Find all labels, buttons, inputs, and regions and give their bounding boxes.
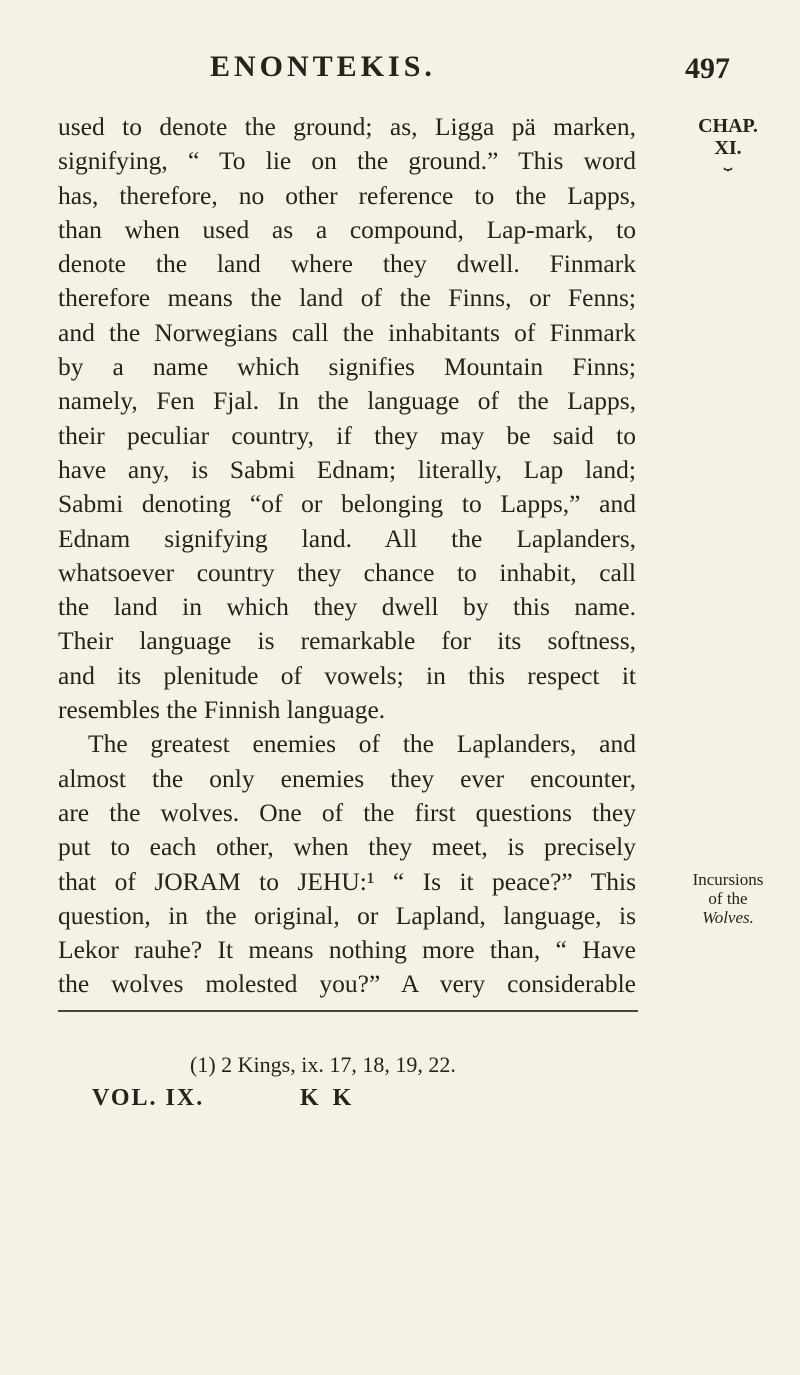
text-line: therefore means the land of the Finns, or Fenns;	[58, 283, 636, 313]
marginal-note-line: Wolves.	[702, 908, 754, 927]
text-line: whatsoever country they chance to inhabit, call	[58, 557, 636, 587]
text-line: namely, Fen Fjal. In the language of the Lapps,	[58, 386, 636, 416]
text-line: are the wolves. One of the first questions they	[58, 797, 636, 827]
text-line: have any, is Sabmi Ednam; literally, Lap land;	[58, 454, 636, 484]
text-line: the land in which they dwell by this name.	[58, 592, 636, 622]
footnote: (1) 2 Kings, ix. 17, 18, 19, 22.	[190, 1052, 456, 1077]
page-number: 497	[685, 52, 730, 85]
text-line: Their language is remarkable for its softness,	[58, 626, 636, 656]
chapter-number: XI.	[714, 137, 742, 159]
text-line: the wolves molested you?” A very considerable	[58, 969, 636, 999]
text-line: that of JORAM to JEHU:¹ “ Is it peace?” This	[58, 866, 636, 896]
brace-ornament: ⏟	[723, 156, 733, 171]
running-header	[210, 50, 730, 94]
text-line: by a name which signifies Mountain Finns;	[58, 352, 636, 382]
marginal-note-line: Incursions	[692, 870, 764, 889]
text-line: Sabmi denoting “of or belonging to Lapps,” and	[58, 489, 636, 519]
volume-signature: VOL. IX.	[92, 1085, 205, 1111]
text-line: resembles the Finnish language.	[58, 695, 386, 725]
chapter-label: CHAP.	[698, 115, 758, 137]
text-line: put to each other, when they meet, is precisely	[58, 832, 636, 862]
text-line: Lekor rauhe? It means nothing more than, “ Have	[58, 935, 636, 965]
text-line: signifying, “ To lie on the ground.” This word	[58, 146, 636, 176]
text-line: almost the only enemies they ever encounter,	[58, 763, 636, 793]
marginal-note-line: of the	[708, 889, 748, 908]
footnote-rule	[58, 1010, 638, 1012]
text-line: denote the land where they dwell. Finmark	[58, 249, 636, 279]
text-line: Ednam signifying land. All the Laplanders,	[58, 523, 636, 553]
text-line: than when used as a compound, Lap-mark, to	[58, 214, 636, 244]
text-line: used to denote the ground; as, Ligga pä marken,	[58, 112, 636, 141]
text-line: The greatest enemies of the Laplanders, and	[88, 729, 636, 759]
text-line: and the Norwegians call the inhabitants of Finmark	[58, 317, 636, 347]
chapter-marginal-note	[668, 115, 788, 169]
running-title: ENONTEKIS.	[210, 50, 436, 83]
text-line: has, therefore, no other reference to the Lapps,	[58, 180, 636, 210]
text-line: and its plenitude of vowels; in this respect it	[58, 660, 636, 690]
incursions-marginal-note	[668, 870, 788, 927]
signature-mark: K K	[300, 1085, 356, 1111]
text-line: their peculiar country, if they may be said to	[58, 420, 636, 450]
body-text	[58, 110, 636, 1002]
text-line: question, in the original, or Lapland, language, is	[58, 900, 636, 930]
